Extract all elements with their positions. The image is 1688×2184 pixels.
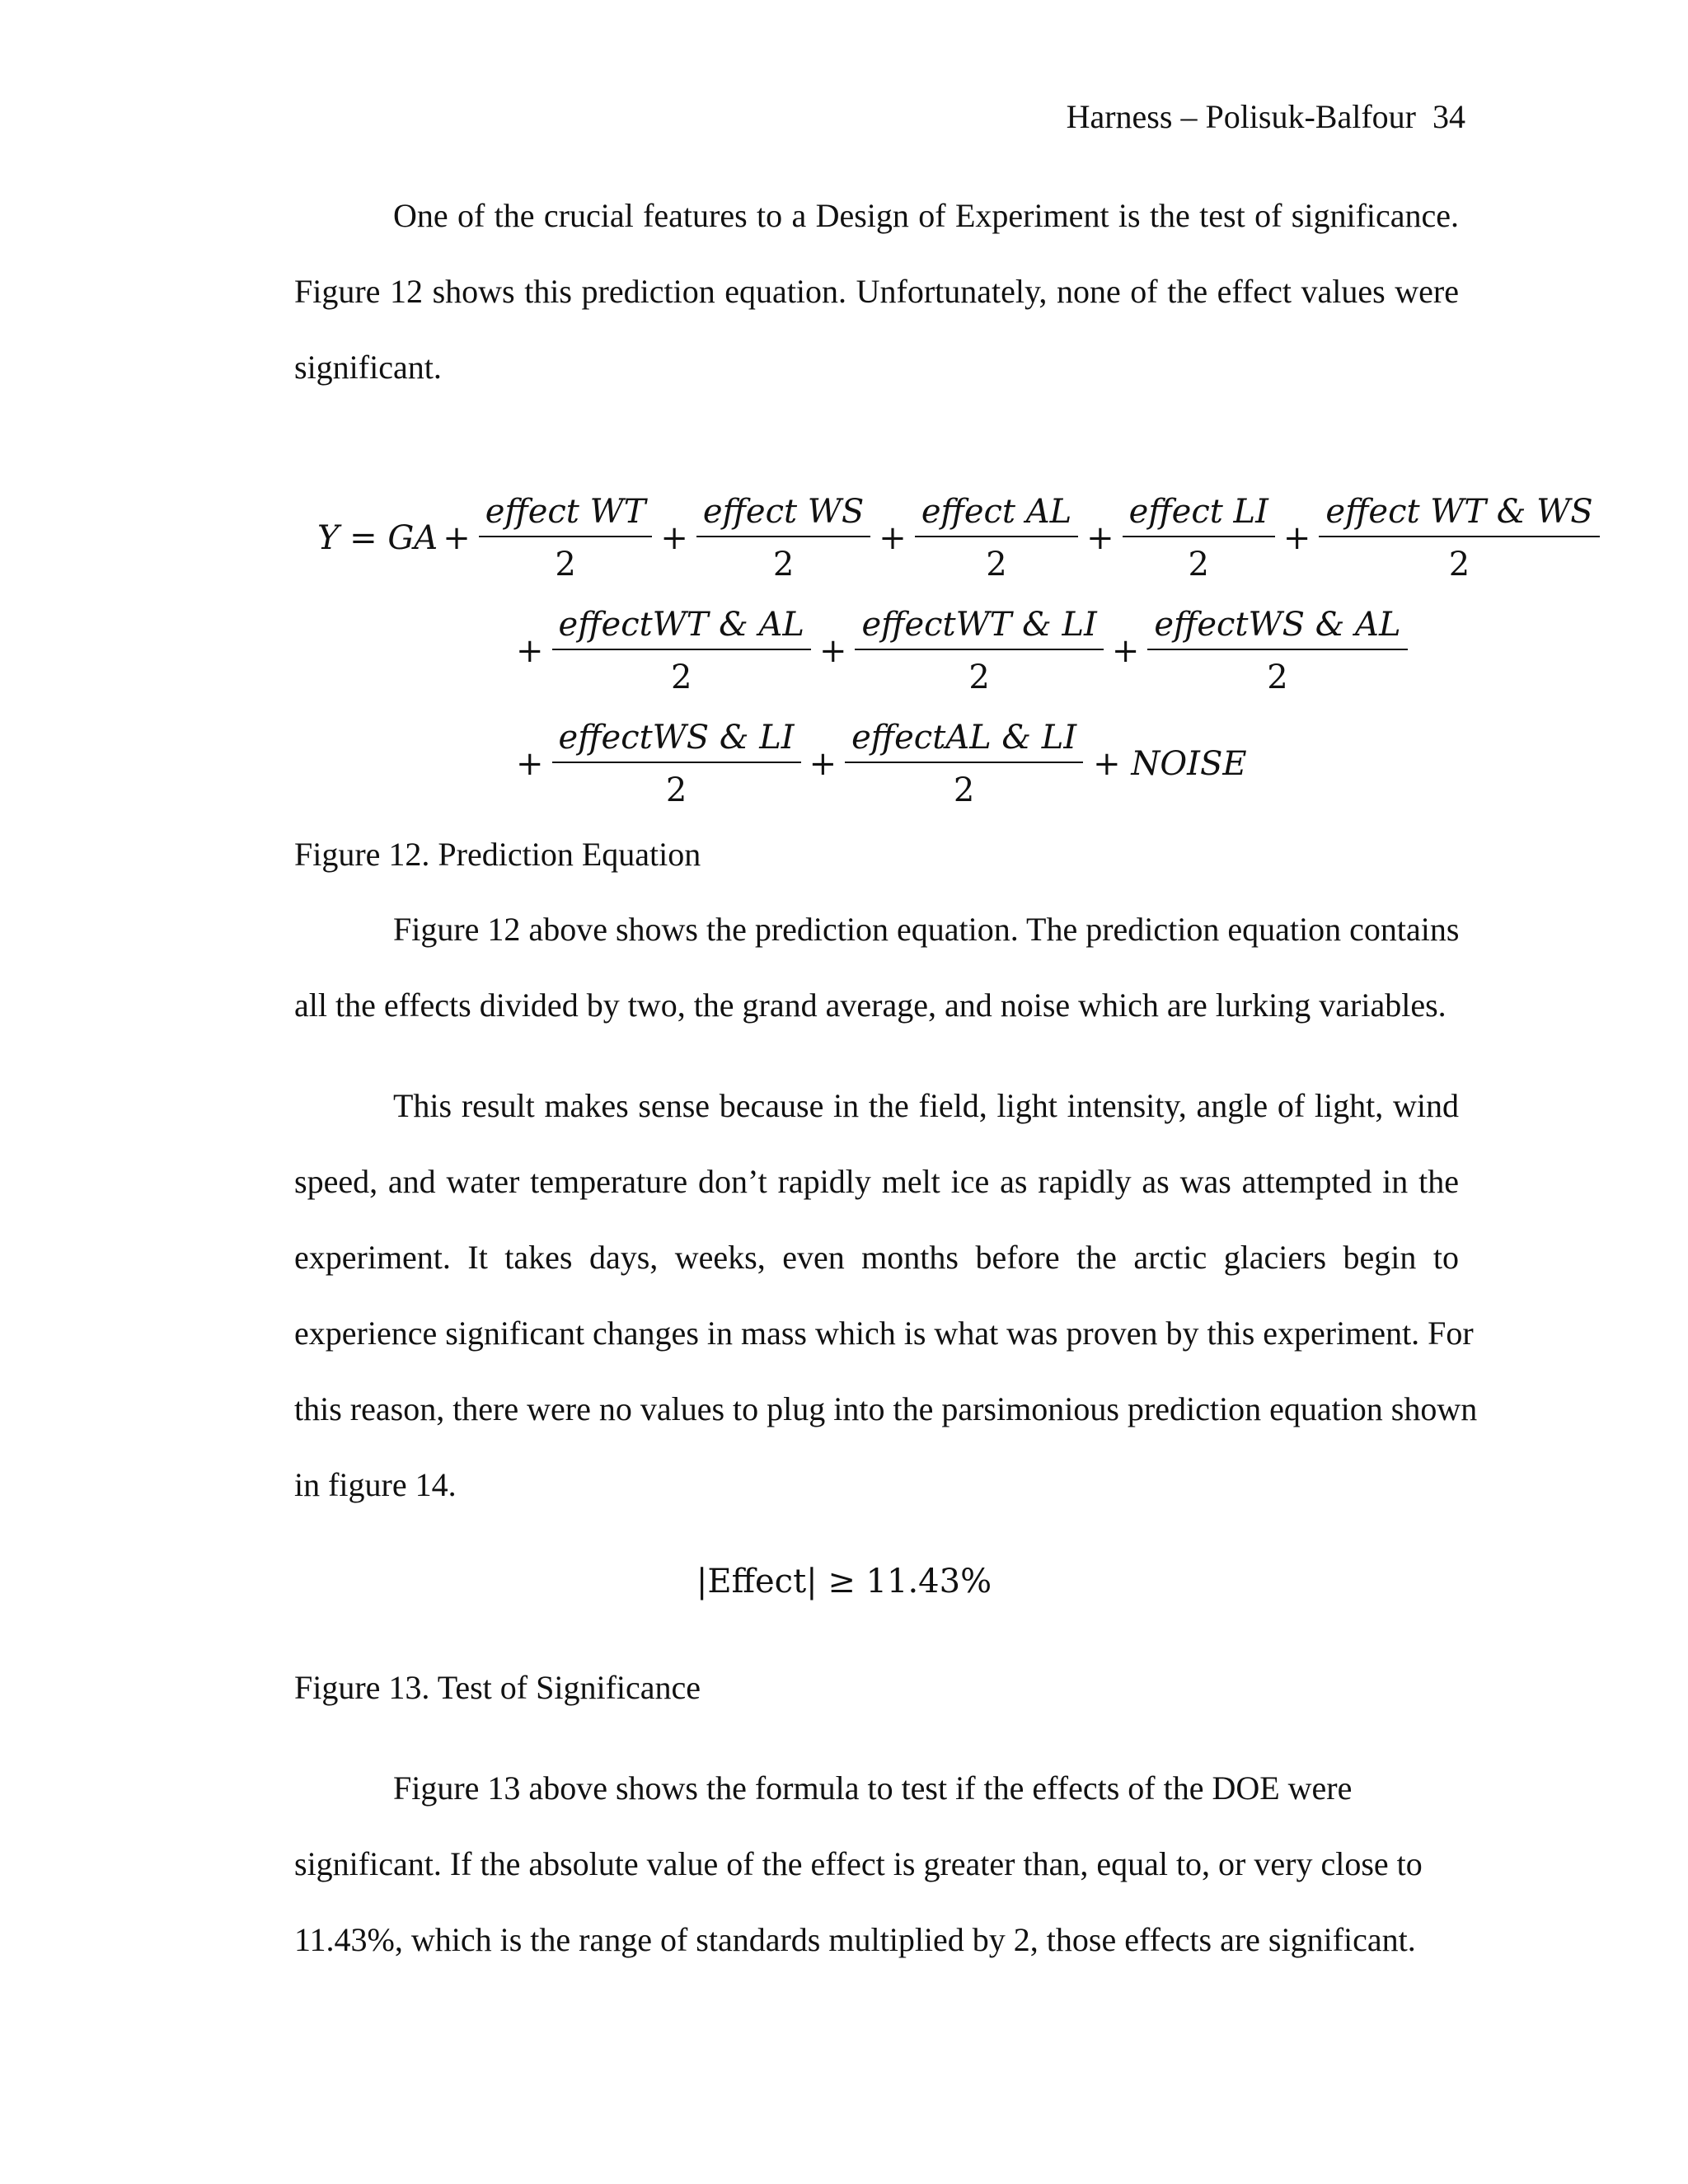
text-line: all the effects divided by two, the grand average, and noise which are lurking variables. <box>294 987 1447 1024</box>
fraction-numerator: effect WT & WS <box>1319 493 1599 537</box>
fraction <box>1319 493 1599 583</box>
fraction-numerator: effectWS & AL <box>1147 606 1407 650</box>
fraction-denominator: 2 <box>953 771 975 809</box>
fraction-denominator: 2 <box>986 546 1007 583</box>
fraction-numerator: effect AL <box>915 493 1078 537</box>
noise-term: + NOISE <box>1093 745 1247 783</box>
text-line: significant. If the absolute value of the effect is greater than, equal to, or very close to <box>294 1845 1423 1882</box>
text-line: this reason, there were no values to plug into the parsimonious prediction equation shown <box>294 1390 1478 1427</box>
plus-sign: + <box>443 519 471 557</box>
plus-sign: + <box>809 745 837 783</box>
fraction-numerator: effect WT <box>479 493 653 537</box>
fraction-denominator: 2 <box>671 658 692 696</box>
fraction-denominator: 2 <box>665 771 687 809</box>
fraction <box>915 493 1078 583</box>
equation-row-1 <box>317 493 1603 583</box>
plus-sign: + <box>516 745 544 783</box>
text-line: This result makes sense because in the field, light intensity, angle of light, wind <box>393 1087 1459 1124</box>
plus-sign: + <box>818 632 847 670</box>
equation-row-3 <box>511 719 1247 809</box>
text-line: Figure 13 above shows the formula to test if the effects of the DOE were <box>393 1769 1353 1807</box>
fraction-denominator: 2 <box>1267 658 1288 696</box>
text-line: in figure 14. <box>294 1466 457 1503</box>
fraction <box>696 493 870 583</box>
plus-sign: + <box>879 519 907 557</box>
figure-13-caption: Figure 13. Test of Significance <box>294 1669 701 1706</box>
fraction-denominator: 2 <box>968 658 990 696</box>
text-line: significant. <box>294 349 442 386</box>
text-line: speed, and water temperature don’t rapidly melt ice as rapidly as was attempted in the <box>294 1163 1459 1200</box>
fraction-numerator: effectWS & LI <box>552 719 801 763</box>
text-line: 11.43%, which is the range of standards multiplied by 2, those effects are significant. <box>294 1921 1416 1958</box>
plus-sign: + <box>516 632 544 670</box>
text-line: Figure 12 shows this prediction equation. Unfortunately, none of the effect values were <box>294 273 1459 310</box>
fraction <box>479 493 653 583</box>
equation-row-2 <box>511 606 1411 696</box>
figure-12-caption: Figure 12. Prediction Equation <box>294 836 701 873</box>
fraction-numerator: effectWT & LI <box>855 606 1103 650</box>
fraction <box>1123 493 1275 583</box>
plus-sign: + <box>1282 519 1311 557</box>
fraction-numerator: effect LI <box>1123 493 1275 537</box>
text-line: experience significant changes in mass which is what was proven by this experiment. For <box>294 1315 1474 1352</box>
fraction-denominator: 2 <box>772 546 795 583</box>
fraction <box>845 719 1083 809</box>
fraction <box>855 606 1103 696</box>
fraction <box>552 719 801 809</box>
fraction <box>1147 606 1407 696</box>
significance-formula: |Effect| ≥ 11.43% <box>696 1563 992 1601</box>
fraction-denominator: 2 <box>1448 546 1470 583</box>
fraction-numerator: effectAL & LI <box>845 719 1083 763</box>
equation-lhs: Y = GA <box>317 519 438 557</box>
fraction <box>552 606 811 696</box>
fraction-denominator: 2 <box>555 546 576 583</box>
page-number: 34 <box>1432 98 1465 135</box>
plus-sign: + <box>660 519 688 557</box>
running-head <box>1066 98 1465 135</box>
fraction-denominator: 2 <box>1188 546 1209 583</box>
plus-sign: + <box>1111 632 1140 670</box>
running-head-title: Harness – Polisuk-Balfour <box>1066 98 1416 135</box>
fraction-numerator: effect WS <box>696 493 870 537</box>
fraction-numerator: effectWT & AL <box>552 606 811 650</box>
plus-sign: + <box>1086 519 1114 557</box>
text-line: One of the crucial features to a Design of Experiment is the test of significance. <box>393 197 1459 234</box>
text-line: Figure 12 above shows the prediction equation. The prediction equation contains <box>393 911 1460 948</box>
text-line: experiment. It takes days, weeks, even months before the arctic glaciers begin to <box>294 1239 1459 1276</box>
